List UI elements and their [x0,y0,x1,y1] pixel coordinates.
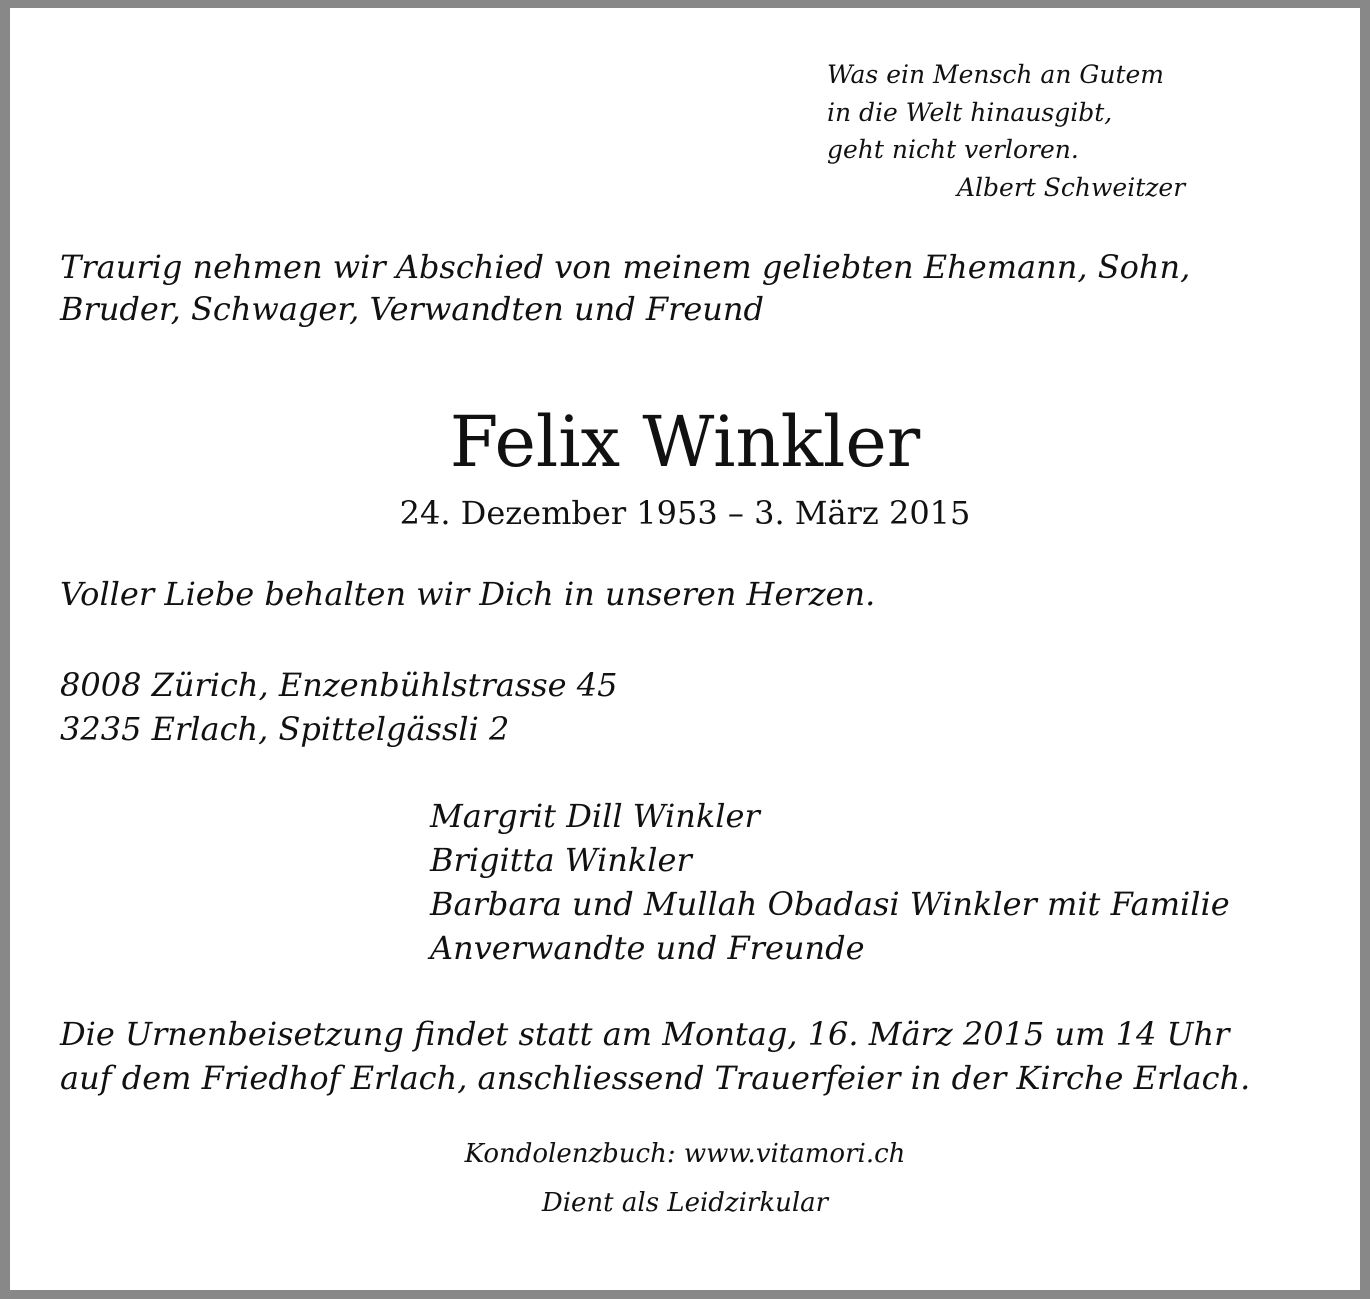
funeral-details [60,1012,1250,1100]
address-line: 3235 Erlach, Spittelgässli 2 [60,710,510,748]
guestbook-link: Kondolenzbuch: www.vitamori.ch [464,1139,906,1169]
circular-note: Dient als Leidzirkular [541,1188,829,1218]
addresses [60,663,618,751]
intro-text [60,246,1190,330]
epigraph-quote [827,56,1185,206]
mourner-name: Anverwandte und Freunde [430,929,865,967]
quote-author: Albert Schweitzer [957,172,1186,202]
farewell-line: Voller Liebe behalten wir Dich in unseren Herzen. [60,575,876,613]
funeral-line: auf dem Friedhof Erlach, anschliessend Trauerfeier in der Kirche Erlach. [60,1059,1251,1097]
intro-line: Traurig nehmen wir Abschied von meinem geliebten Ehemann, Sohn, [60,248,1191,286]
intro-line: Bruder, Schwager, Verwandten und Freund [60,290,764,328]
quote-line: in die Welt hinausgibt, [827,97,1113,127]
mourners-list [430,794,1230,970]
mourner-name: Margrit Dill Winkler [430,797,760,835]
quote-line: Was ein Mensch an Gutem [827,60,1164,89]
mourner-name: Barbara und Mullah Obadasi Winkler mit Familie [430,885,1230,923]
quote-line: geht nicht verloren. [827,135,1079,164]
life-dates: 24. Dezember 1953 – 3. März 2015 [399,494,971,532]
mourner-name: Brigitta Winkler [430,841,692,879]
deceased-name: Felix Winkler [449,401,921,483]
address-line: 8008 Zürich, Enzenbühlstrasse 45 [60,666,618,704]
funeral-line: Die Urnenbeisetzung findet statt am Montag, 16. März 2015 um 14 Uhr [60,1015,1230,1053]
